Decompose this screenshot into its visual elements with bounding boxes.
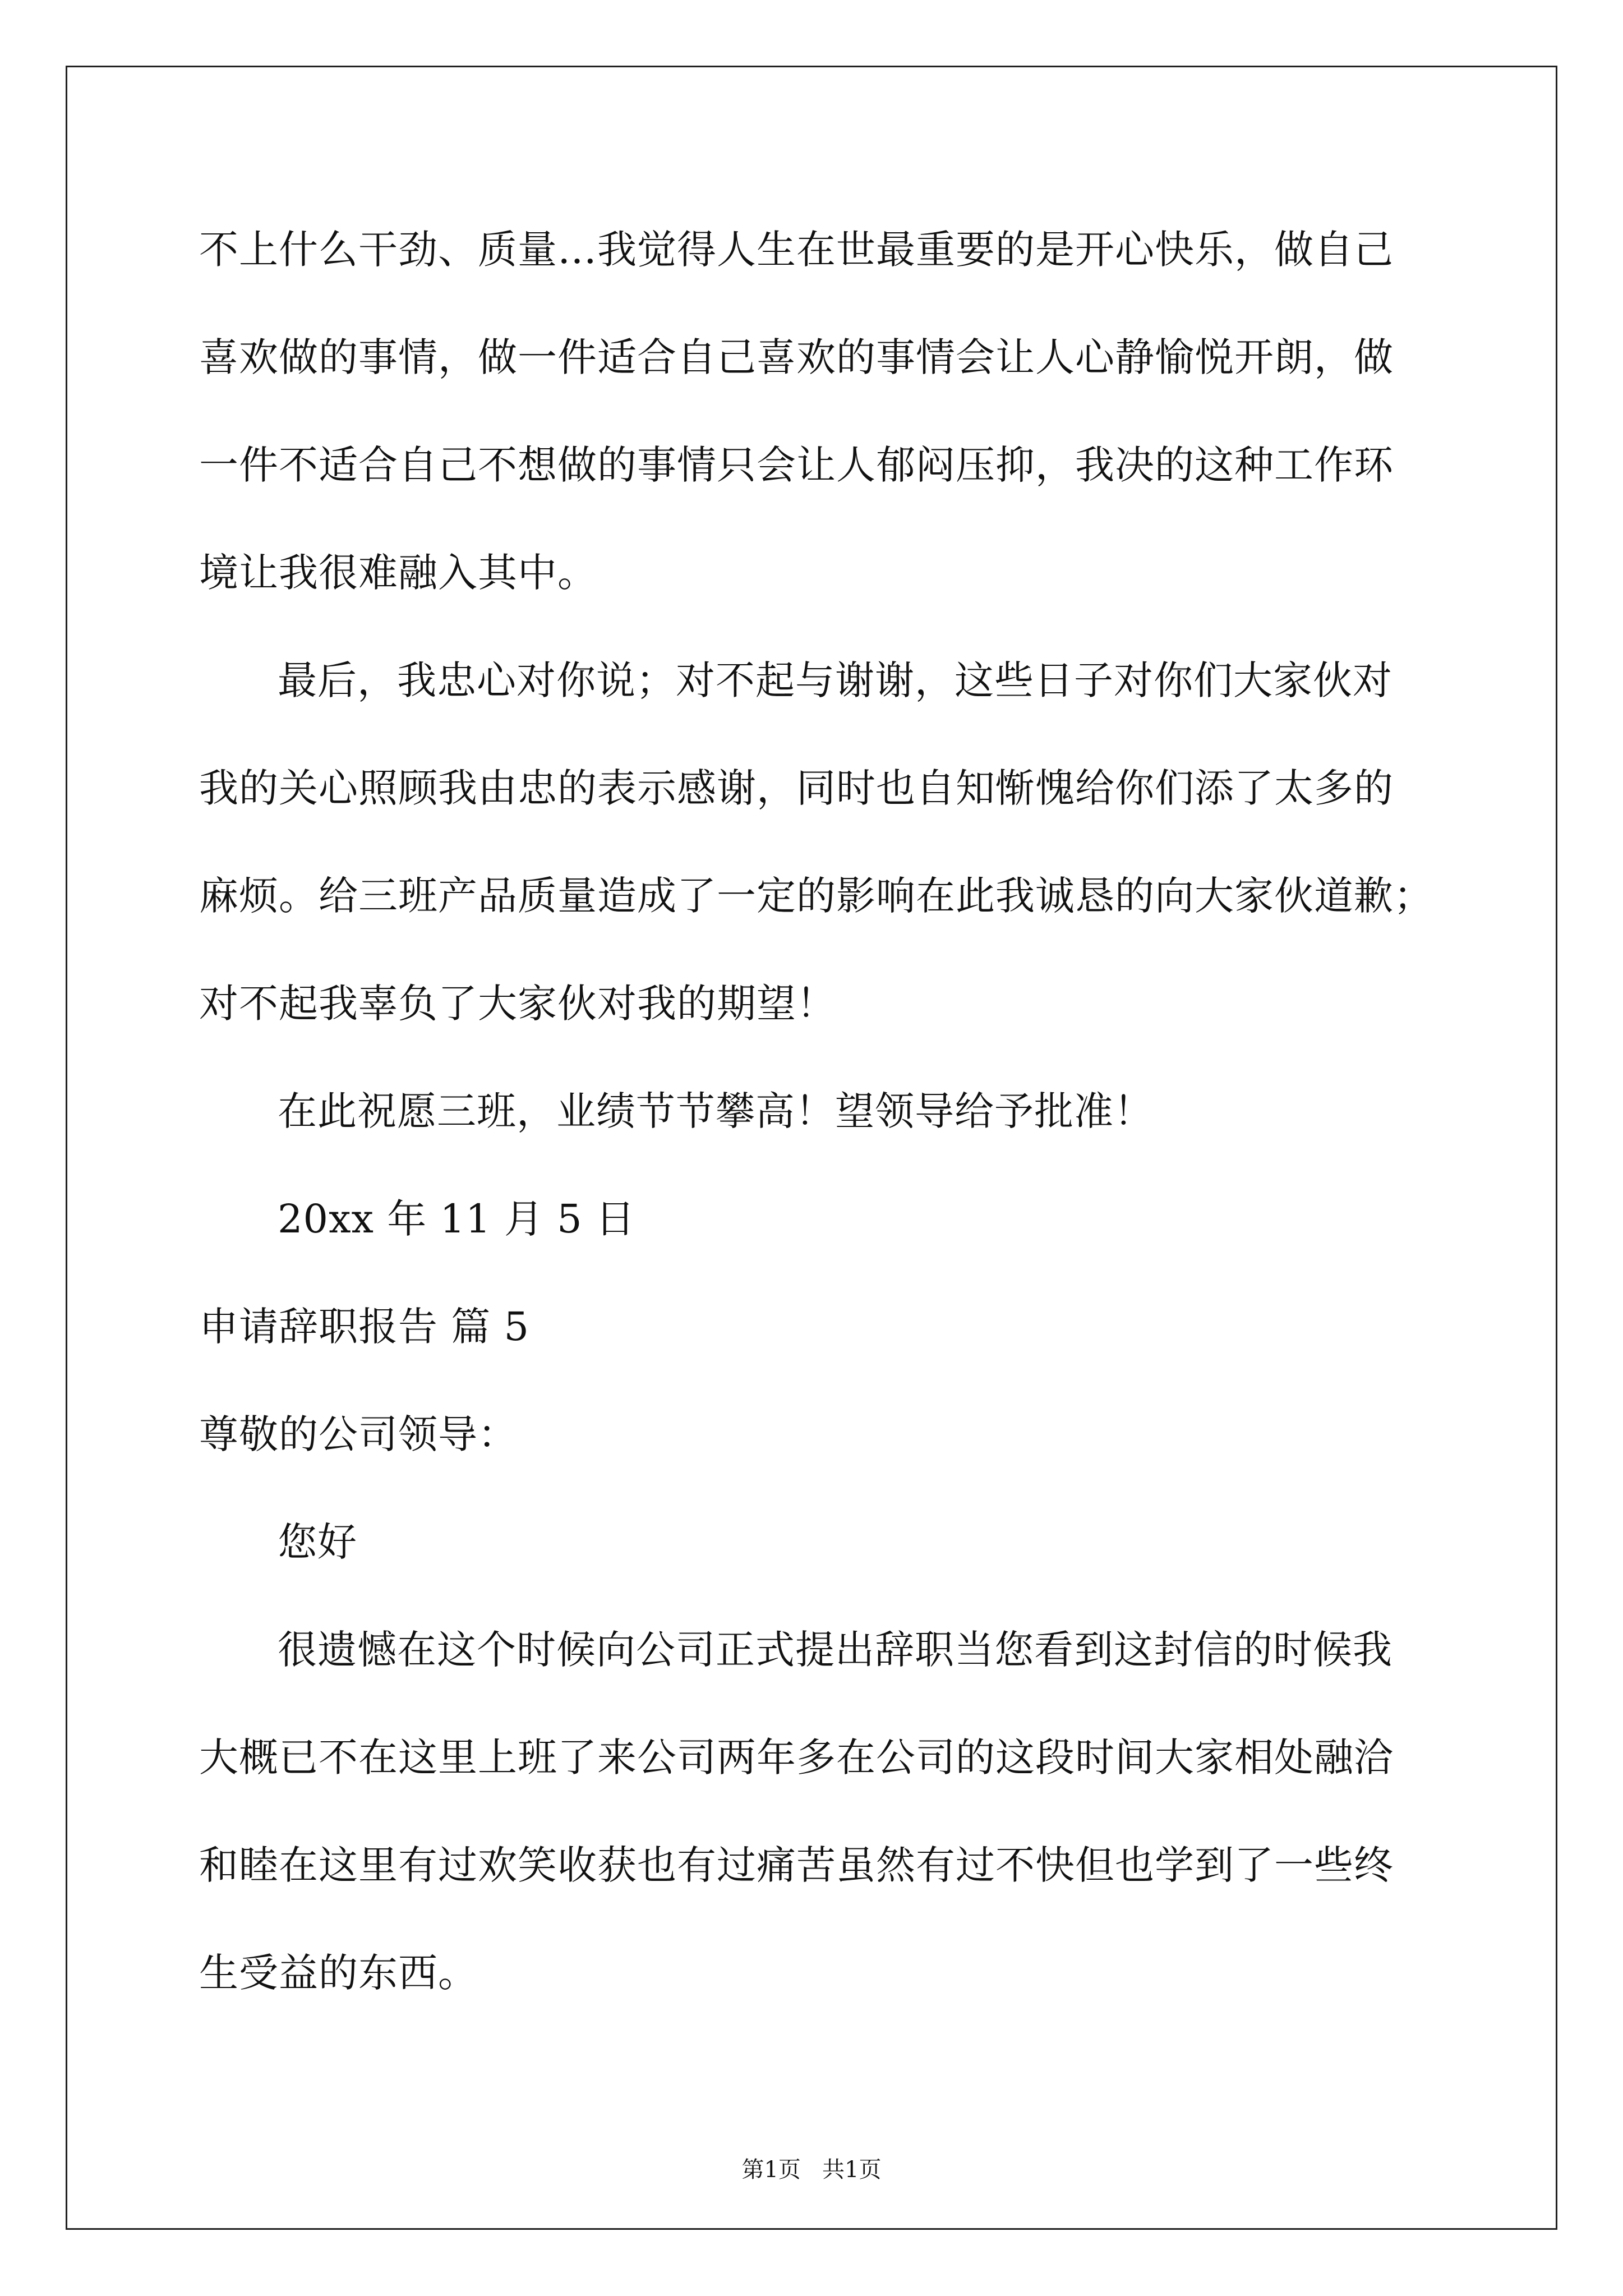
salutation: 尊敬的公司领导： — [199, 1411, 518, 1457]
body-line-6: 我的关心照顾我由忠的表示感谢，同时也自知惭愧给你们添了太多的 — [199, 765, 1394, 811]
body-line-4: 境让我很难融入其中。 — [199, 550, 597, 596]
body-line-17: 生受益的东西。 — [199, 1950, 478, 1996]
date-line: 20xx 年 11 月 5 日 — [278, 1196, 635, 1242]
body-line-1: 不上什么干劲、质量…我觉得人生在世最重要的是开心快乐，做自己 — [199, 227, 1394, 273]
body-line-15: 大概已不在这里上班了来公司两年多在公司的这段时间大家相处融洽 — [199, 1734, 1394, 1780]
body-line-7: 麻烦。给三班产品质量造成了一定的影响在此我诚恳的向大家伙道歉； — [199, 873, 1433, 919]
greeting: 您好 — [278, 1519, 357, 1565]
body-line-8: 对不起我辜负了大家伙对我的期望！ — [199, 981, 836, 1027]
page-footer: 第1页 共1页 — [741, 2157, 882, 2183]
page-border — [66, 66, 1557, 2230]
blessing-line: 在此祝愿三班，业绩节节攀高！望领导给予批准！ — [278, 1088, 1154, 1134]
paragraph-regret: 很遗憾在这个时候向公司正式提出辞职当您看到这封信的时候我 — [278, 1627, 1393, 1673]
body-line-2: 喜欢做的事情，做一件适合自己喜欢的事情会让人心静愉悦开朗，做 — [199, 334, 1394, 380]
paragraph-closing: 最后，我忠心对你说；对不起与谢谢，这些日子对你们大家伙对 — [278, 657, 1393, 703]
body-line-16: 和睦在这里有过欢笑收获也有过痛苦虽然有过不快但也学到了一些终 — [199, 1842, 1394, 1888]
body-line-3: 一件不适合自己不想做的事情只会让人郁闷压抑，我决的这种工作环 — [199, 442, 1394, 488]
section-heading: 申请辞职报告 篇 5 — [199, 1304, 530, 1350]
